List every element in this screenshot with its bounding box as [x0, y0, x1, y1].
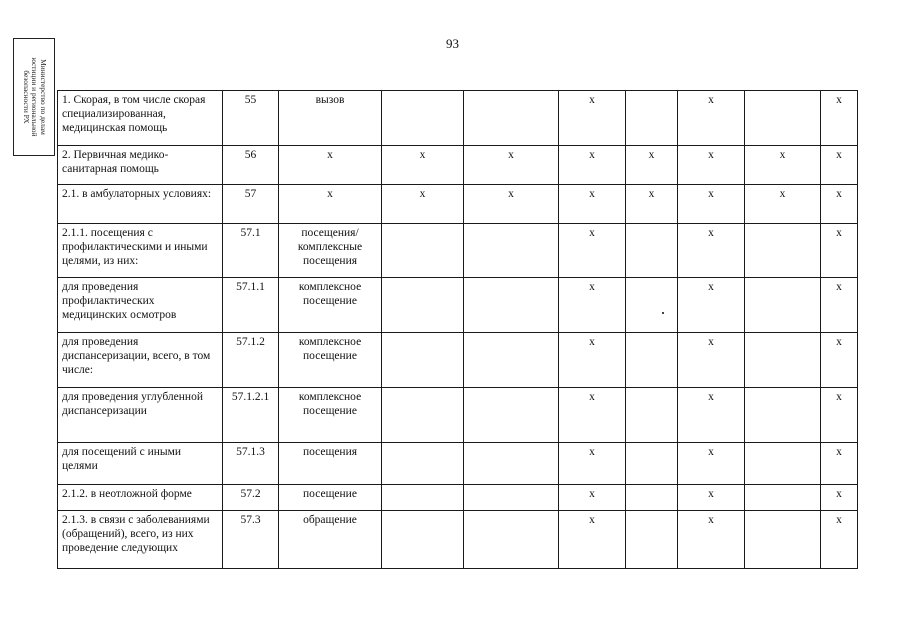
row-name-cell: для проведения профилактических медицинских осмотров — [58, 278, 223, 333]
row-unit-cell: посещение — [279, 485, 382, 511]
value-cell — [382, 224, 464, 278]
value-cell — [464, 443, 559, 485]
value-cell: х — [626, 146, 678, 185]
value-cell — [464, 333, 559, 388]
value-cell: х — [559, 278, 626, 333]
value-cell — [464, 91, 559, 146]
value-cell: х — [678, 485, 745, 511]
row-unit-cell: посещения/ комплексные посещения — [279, 224, 382, 278]
row-unit-cell: комплексное посещение — [279, 278, 382, 333]
table-row — [58, 511, 858, 569]
value-cell: х — [745, 146, 821, 185]
value-cell: х — [559, 511, 626, 569]
value-cell: х — [821, 443, 858, 485]
table-row — [58, 185, 858, 224]
table-row — [58, 443, 858, 485]
row-name-cell: для посещений с иными целями — [58, 443, 223, 485]
value-cell: х — [559, 146, 626, 185]
value-cell — [626, 278, 678, 333]
row-unit-cell: посещения — [279, 443, 382, 485]
value-cell — [382, 443, 464, 485]
value-cell: х — [821, 333, 858, 388]
value-cell — [382, 511, 464, 569]
value-cell: х — [678, 443, 745, 485]
value-cell: х — [559, 388, 626, 443]
value-cell — [626, 443, 678, 485]
row-unit-cell: комплексное посещение — [279, 388, 382, 443]
value-cell: х — [821, 485, 858, 511]
value-cell: х — [678, 511, 745, 569]
value-cell: х — [678, 333, 745, 388]
value-cell — [745, 91, 821, 146]
row-code-cell: 57.1.2 — [223, 333, 279, 388]
table-row — [58, 91, 858, 146]
table-row — [58, 388, 858, 443]
value-cell: х — [821, 388, 858, 443]
value-cell: х — [678, 224, 745, 278]
value-cell — [382, 333, 464, 388]
table-row — [58, 485, 858, 511]
value-cell: х — [821, 185, 858, 224]
value-cell: х — [559, 91, 626, 146]
value-cell: х — [464, 185, 559, 224]
value-cell — [745, 443, 821, 485]
value-cell: х — [821, 146, 858, 185]
value-cell: х — [745, 185, 821, 224]
row-unit-cell: вызов — [279, 91, 382, 146]
value-cell: х — [678, 146, 745, 185]
value-cell: х — [559, 443, 626, 485]
value-cell — [382, 278, 464, 333]
row-code-cell: 57.1.2.1 — [223, 388, 279, 443]
value-cell — [745, 511, 821, 569]
value-cell — [464, 388, 559, 443]
table-body — [58, 91, 858, 569]
table-row — [58, 224, 858, 278]
value-cell — [745, 388, 821, 443]
row-code-cell: 57.1 — [223, 224, 279, 278]
row-code-cell: 57.3 — [223, 511, 279, 569]
value-cell: х — [821, 224, 858, 278]
row-code-cell: 57 — [223, 185, 279, 224]
value-cell: х — [559, 333, 626, 388]
value-cell — [626, 511, 678, 569]
value-cell: х — [821, 278, 858, 333]
row-name-cell: 2.1.1. посещения с профилактическими и иными целями, из них: — [58, 224, 223, 278]
value-cell — [745, 333, 821, 388]
value-cell — [626, 388, 678, 443]
value-cell: х — [559, 224, 626, 278]
value-cell: х — [678, 185, 745, 224]
row-name-cell: для проведения диспансеризации, всего, в том числе: — [58, 333, 223, 388]
value-cell: х — [821, 511, 858, 569]
row-name-cell: 2.1. в амбулаторных условиях: — [58, 185, 223, 224]
row-code-cell: 55 — [223, 91, 279, 146]
value-cell — [464, 485, 559, 511]
value-cell — [382, 388, 464, 443]
value-cell: х — [382, 185, 464, 224]
value-cell: х — [678, 388, 745, 443]
value-cell: х — [382, 146, 464, 185]
stamp-text: Министерство по делам юстиции и региональной безопасности РХ — [21, 57, 48, 137]
value-cell — [745, 278, 821, 333]
row-name-cell: 2.1.2. в неотложной форме — [58, 485, 223, 511]
row-code-cell: 56 — [223, 146, 279, 185]
table-row — [58, 278, 858, 333]
row-code-cell: 57.1.1 — [223, 278, 279, 333]
value-cell — [382, 485, 464, 511]
value-cell — [464, 511, 559, 569]
volume-table — [57, 90, 858, 569]
value-cell: х — [559, 185, 626, 224]
value-cell — [626, 91, 678, 146]
value-cell: х — [559, 485, 626, 511]
row-name-cell: 2.1.3. в связи с заболеваниями (обращений), всего, из них проведение следующих — [58, 511, 223, 569]
page-number: 93 — [446, 36, 459, 51]
row-name-cell: 1. Скорая, в том числе скорая специализированная, медицинская помощь — [58, 91, 223, 146]
row-code-cell: 57.1.3 — [223, 443, 279, 485]
value-cell: х — [678, 91, 745, 146]
row-name-cell: 2. Первичная медико-санитарная помощь — [58, 146, 223, 185]
value-cell — [626, 333, 678, 388]
row-unit-cell: х — [279, 185, 382, 224]
row-unit-cell: обращение — [279, 511, 382, 569]
value-cell: х — [821, 91, 858, 146]
value-cell: х — [626, 185, 678, 224]
value-cell: х — [464, 146, 559, 185]
table-row — [58, 146, 858, 185]
value-cell — [626, 224, 678, 278]
value-cell — [626, 485, 678, 511]
value-cell — [745, 224, 821, 278]
registration-stamp — [13, 38, 55, 156]
table-row — [58, 333, 858, 388]
row-name-cell: для проведения углубленной диспансеризации — [58, 388, 223, 443]
value-cell — [464, 278, 559, 333]
row-code-cell: 57.2 — [223, 485, 279, 511]
value-cell — [745, 485, 821, 511]
value-cell: х — [678, 278, 745, 333]
value-cell — [382, 91, 464, 146]
row-unit-cell: х — [279, 146, 382, 185]
row-unit-cell: комплексное посещение — [279, 333, 382, 388]
value-cell — [464, 224, 559, 278]
